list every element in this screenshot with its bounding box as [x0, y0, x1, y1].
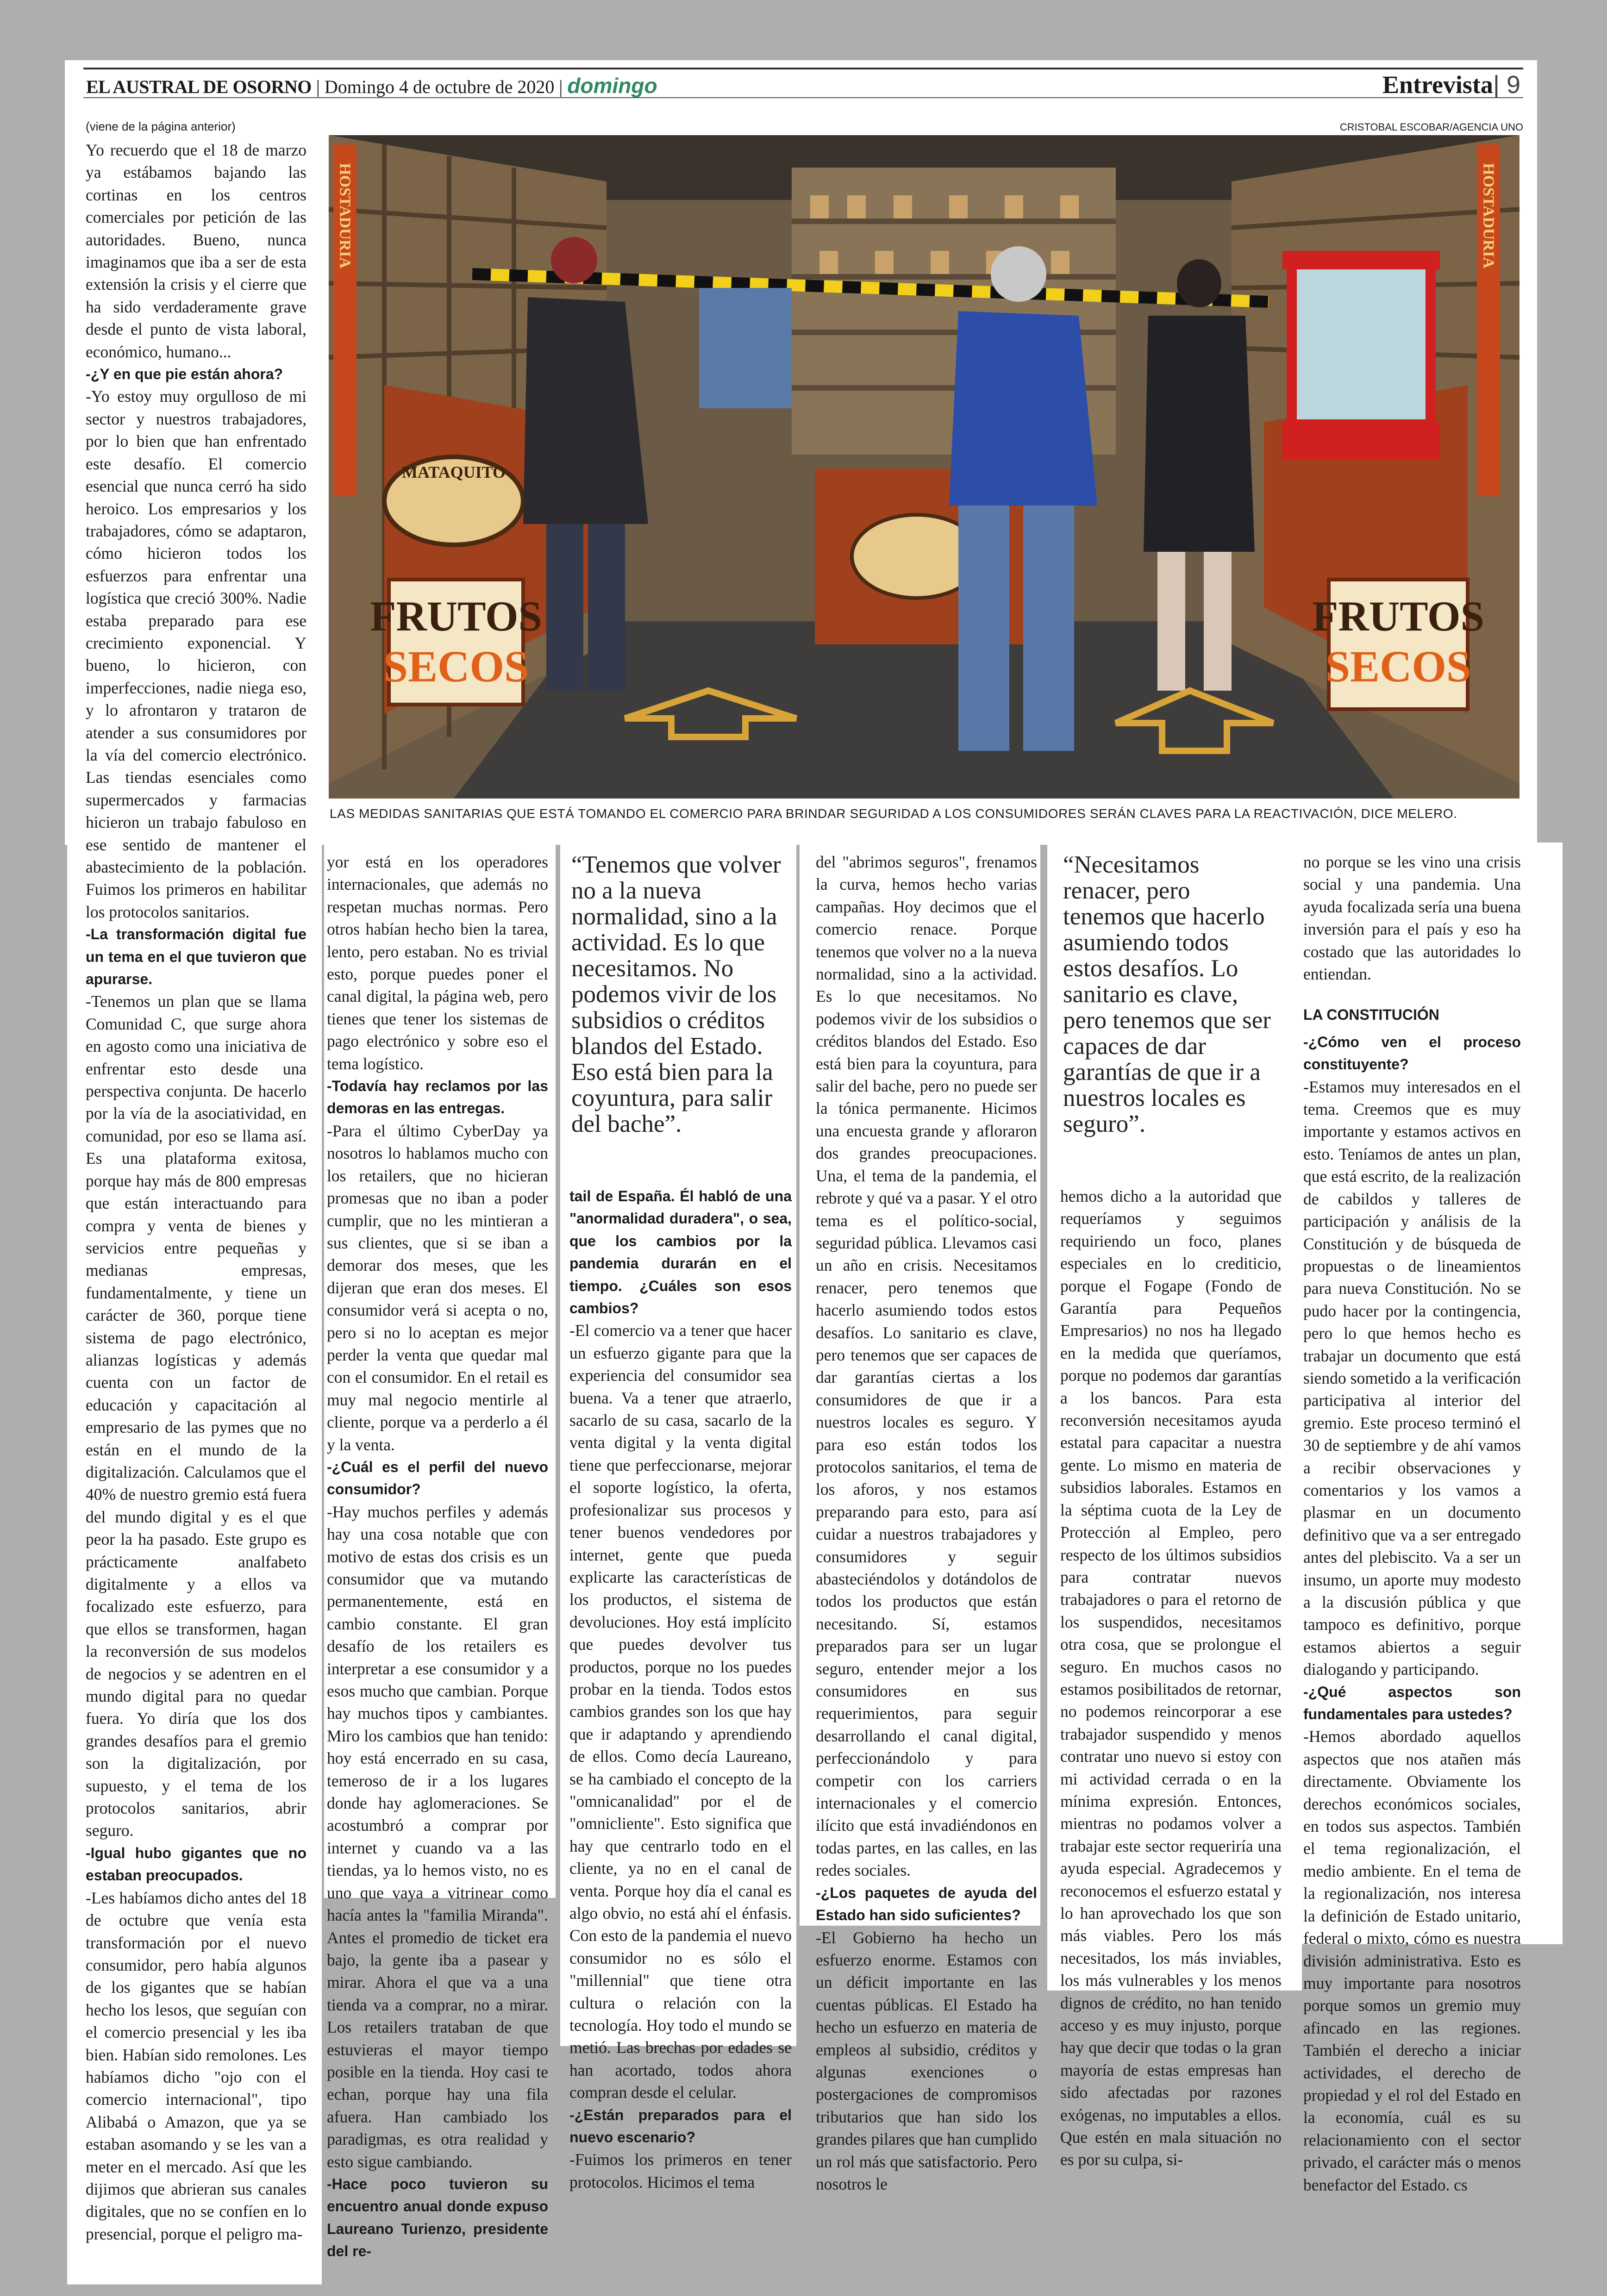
photo-caption: LAS MEDIDAS SANITARIAS QUE ESTÁ TOMANDO EL COMERCIO PARA BRINDAR SEGURIDAD A LOS CONSUMIDORES SERÁN CLAVES PARA LA REACTIVACIÓN, DICE MELERO. [330, 806, 1457, 821]
interview-question: -¿Los paquetes de ayuda del Estado han sido suficientes? [816, 1884, 1037, 1924]
article-column-1 [86, 119, 306, 2285]
page-number: | 9 [1493, 71, 1520, 99]
interview-question: -¿Están preparados para el nuevo escenario? [569, 2106, 792, 2146]
page-section: Entrevista [1382, 71, 1493, 99]
interview-question: -La transformación digital fue un tema en el que tuvieron que apurarse. [86, 926, 306, 988]
sign-secos-right: SECOS [1325, 642, 1471, 691]
vertical-sign-right: HOSTADURIA [1480, 163, 1497, 268]
section-name: domingo [567, 74, 657, 98]
paragraph: -Fuimos los primeros en tener protocolos. Hicimos el tema [569, 2150, 792, 2191]
paragraph: -Les habíamos dicho antes del 18 de octubre que venía esta transformación por el nuevo consumidor, pero había algunos de los gigantes que se habían hecho los lesos, que seguían con el comercio presencial y les iba bien. Habían sido remolones. Les habíamos dicho "ojo con el comercio internacional", tipo Alibabá o Amazon, que ya se estaban asomando y se les van a meter en el mercado. Así que les dijimos que abrieran sus canales digitales, que no se confíen en lo presencial, porque el peligro ma- [86, 1888, 306, 2243]
pull-quote-1: “Tenemos que volver no a la nueva normalidad, sino a la actividad. Es lo que necesitamos. No podemos vivir de los subsidios o créditos blandos del Estado. Eso está bien para la coyuntura, para salir del bache”. [571, 851, 781, 1137]
publication-name: EL AUSTRAL DE OSORNO [86, 76, 312, 97]
sign-mataquito: MATAQUITO [401, 463, 506, 481]
paragraph: -Estamos muy interesados en el tema. Creemos que es muy importante y estamos activos en esto. Teníamos de antes un plan, que está escrito, de la realización de cabildos y talleres de participación y análisis de la Constitución y de búsqueda de propuestas o de lineamientos para nueva Constitución. No se pudo hacer por la contingencia, pero lo que hemos hecho es trabajar un documento que está siendo sometido a la verificación participativa al interior del gremio. Este proceso terminó el 30 de septiembre y de ahí vamos a recibir observaciones y comentarios y los vamos a plasmar en un documento definitivo que va a ser entregado antes del plebiscito. Va a ser un insumo, un aporte muy modesto a la discusión pública y que tampoco es definitivo, porque estamos abiertos a seguir dialogando y participando. [1303, 1077, 1521, 1679]
paragraph: -Para el último CyberDay ya nosotros lo hablamos mucho con los retailers, que no hicieran promesas que no iban a poder cumplir, que no les mintieran a sus clientes, que si se iban a demorar dos meses, que les dijeran que eran dos meses. El consumidor verá si acepta o no, pero si no lo aceptan es mejor perder la venta que quedar mal con el consumidor. En el retail es muy mal negocio mentirle al cliente, porque va a perderlo a él y la venta. [327, 1121, 548, 1454]
continued-note: (viene de la página anterior) [86, 119, 236, 133]
paragraph: -Tenemos un plan que se llama Comunidad C, que surge ahora en agosto como una iniciativa de enfrentar esto desde una perspectiva conjunta. De hacerlo por la vía de la asociatividad, en comunidad, por eso se llama así. Es una plataforma exitosa, porque hay más de 800 empresas que están interactuando para compra y venta de bienes y servicios entre pequeñas y medianas empresas, fundamentalmente, y tiene un carácter de 360, porque tiene sistema de pago electrónico, alianzas logísticas y además cuenta con un factor de educación y capacitación al empresario de las pymes que no están en el mundo de la digitalización. Calculamos que el 40% de nuestro gremio está fuera del mundo digital y es el que peor la ha pasado. Este grupo es prácticamente analfabeto digitalmente y a ellos va focalizado este esfuerzo, para que ellos se transformen, hagan la reconversión de sus modelos de negocios y se adentren en el mundo digital para no quedar fuera. Yo diría que los dos grandes desafíos para el gremio son la digitalización, por supuesto, y el tema de los protocolos sanitarios, abrir seguro. [86, 992, 306, 1840]
article-column-6 [1303, 851, 1521, 2194]
paragraph: -Yo estoy muy orgulloso de mi sector y nuestros trabajadores, por lo bien que han enfrentado este desafío. El comercio esencial que nunca cerró ha sido heroico. Los empresarios y los trabajadores, cómo se adaptaron, cómo hicieron todos los esfuerzos para enfrentar una logística que creció 300%. Nadie estaba preparado para ese crecimiento exponencial. Y bueno, lo hicieron, con imperfecciones, nadie niega eso, y lo afrontaron y trataron de atender a sus consumidores por la vía del comercio electrónico. Las tiendas esenciales como supermercados y farmacias hicieron un trabajo fabuloso en ese sentido de mantener el abastecimiento de la población. Fuimos los primeros en habilitar los protocolos sanitarios. [86, 387, 306, 921]
paragraph: no porque se les vino una crisis social y una pandemia. Una ayuda focalizada sería una buena inversión para el país y eso ha costado que las autoridades lo entiendan. [1303, 853, 1521, 984]
paragraph: -El Gobierno ha hecho un esfuerzo enorme. Estamos con un déficit importante en las cuentas públicas. El Estado ha hecho un esfuerzo en materia de empleos al subsidio, créditos y algunas exenciones o postergaciones de compromisos tributarios que han sido los grandes pilares que han cumplido un rol más que satisfactorio. Pero nosotros le [816, 1928, 1037, 2193]
article-column-4 [816, 851, 1037, 2193]
sign-secos-left: SECOS [383, 642, 529, 691]
sign-frutos-right: FRUTOS [1312, 593, 1484, 640]
paragraph: Yo recuerdo que el 18 de marzo ya estábamos bajando las cortinas en los centros comerciales por petición de las autoridades. Bueno, nunca imaginamos que iba a ser de esta extensión la crisis y el cierre que ha sido verdaderamente grave desde el punto de vista laboral, económico, humano... [86, 141, 306, 361]
header-left [86, 73, 657, 98]
paragraph: -El comercio va a tener que hacer un esfuerzo gigante para que la experiencia del consumidor sea buena. Va a tener que atraerlo, sacarlo de su casa, sacarlo de la venta digital y la venta digital tiene que perfeccionarse, mejorar el soporte logístico, la oferta, profesionalizar sus procesos y tener buenos vendedores por internet, gente que pueda explicarte las características de los productos, el sistema de devoluciones. Hoy está implícito que puedes devolver tus productos, porque no los puedes probar en la tienda. Todos estos cambios grandes son los que hay que ir adaptando y aprendiendo de ellos. Como decía Laureano, se ha cambiado el concepto de la "omnicanalidad" por el de "omnicliente". Esto significa que hay que centrarlo todo en el cliente, ya no en el canal de venta. Porque hoy día el canal es algo obvio, no está ahí el énfasis. Con esto de la pandemia el nuevo consumidor no es sólo el "millennial" que tiene otra cultura o relación con la tecnología. Hoy todo el mundo se metió. Las brechas por edades se han acortado, todos ahora compran desde el celular. [569, 1321, 792, 2102]
vertical-sign-left: HOSTADURIA [336, 163, 354, 268]
paragraph: hemos dicho a la autoridad que requeríamos y seguimos requiriendo un foco, planes especiales en lo crediticio, porque el Fogape (Fondo de Garantía para Pequeños Empresarios) no nos ha llegado en la medida que queríamos, porque no podemos dar garantías a los bancos. Para esta reconversión necesitamos ayuda estatal para capacitar a nuestra gente. Lo mismo en materia de subsidios laborales. Estamos en la séptima cuota de la Ley de Protección al Empleo, pero respecto de los últimos subsidios para contratar nuevos trabajadores o para el retorno de los suspendidos, necesitamos otra cosa, que se prolongue el seguro. En muchos casos no estamos posibilitados de retornar, no podemos reincorporar a ese trabajador suspendido y menos contratar uno nuevo si estoy con mi actividad cerrada o en la mínima expresión. Entonces, mientras no podamos volver a trabajar este sector requeriría una ayuda especial. Agradecemos y reconocemos el esfuerzo estatal y lo han aprovechado los que son más viables. Pero los más necesitados, los más inviables, los más vulnerables y los menos dignos de crédito, no han tenido acceso y es muy injusto, porque hay que decir que todas o la gran mayoría de estas empresas han sido afectadas por razones exógenas, no imputables a ellos. Que estén en mala situación no es por su culpa, si- [1060, 1187, 1282, 2169]
article-column-3 [569, 1185, 792, 2191]
article-column-2 [327, 851, 548, 2260]
paragraph: del "abrimos seguros", frenamos la curva, hemos hecho varias campañas. Hoy decimos que el comercio renace. Porque tenemos que volver no a la nueva normalidad, sino a la actividad. Es lo que necesitamos. No podemos vivir de los subsidios o créditos blandos del Estado. Eso está bien para la coyuntura, para salir del bache, pero no puede ser la tónica permanente. Hicimos una encuesta grande y afloraron dos grandes preocupaciones. Una, el tema de la pandemia, el rebrote y qué va a pasar. Y el otro tema es el político-social, seguridad pública. Llevamos casi un año en crisis. Necesitamos renacer, pero tenemos que hacerlo asumiendo todos estos desafíos. Lo sanitario es clave, pero tenemos que ser capaces de dar garantías ciertas a los consumidores de que ir a nuestros locales es seguro. Y para eso están todos los protocolos sanitarios, el tema de los aforos, y nos estamos preparando para esto, para así cuidar a nuestros trabajadores y consumidores y seguir abasteciéndolos y dotándolos de todos los productos que están necesitando. Sí, estamos preparados para ser un lugar seguro, entender mejor a los consumidores en sus requerimientos, para seguir desarrollando el canal digital, perfeccionándolo y para competir con los carriers internacionales y el comercio ilícito que está invadiéndonos en todas partes, en las calles, en las redes sociales. [816, 853, 1037, 1880]
paragraph: -Hay muchos perfiles y además hay una cosa notable que con motivo de estas dos crisis es un consumidor que va mutando permanentemente, está en cambio constante. El gran desafío de los retailers es interpretar a ese consumidor y a esos mucho que cambian. Porque hay muchos tipos y cambiantes. Miro los cambios que han tenido: hoy está encerrado en su casa, temeroso de ir a los lugares donde hay aglomeraciones. Se acostumbró a comprar por internet y cuando va a las tiendas, ya lo hemos visto, no es uno que vaya a vitrinear como hacía antes la "familia Miranda". Antes el promedio de ticket era bajo, la gente iba a pasear y mirar. Ahora el que va a una tienda va a comprar, no a mirar. Los retailers trataban de que estuvieras el mayor tiempo posible en la tienda. Hoy casi te echan, porque hay una fila afuera. Han cambiado los paradigmas, es otra realidad y esto sigue cambiando. [327, 1502, 548, 2171]
interview-question: -¿Qué aspectos son fundamentales para ustedes? [1303, 1683, 1521, 1723]
photo-credit: CRISTOBAL ESCOBAR/AGENCIA UNO [1339, 121, 1523, 133]
paragraph: yor está en los operadores internacionales, que además no respetan muchas normas. Pero otros habían hecho bien la tarea, lento, pero estaban. No es trivial esto, porque puedes poner el canal digital, la página web, pero tienes que tener los sistemas de pago electrónico y sobre eso el tema logístico. [327, 853, 548, 1073]
interview-question: -Igual hubo gigantes que no estaban preocupados. [86, 1844, 306, 1884]
pull-quote-2: “Necesitamos renacer, pero tenemos que hacerlo asumiendo todos estos desafíos. Lo sanitario es clave, pero tenemos que ser capaces de dar garantías de que ir a nuestros locales es seguro”. [1063, 851, 1271, 1137]
page-header [83, 68, 1523, 98]
section-heading: LA CONSTITUCIÓN [1303, 1006, 1439, 1023]
store-photo [329, 135, 1519, 799]
issue-date: | Domingo 4 de octubre de 2020 | [316, 76, 563, 97]
store-photo-image [329, 135, 1519, 799]
interview-question: -¿Y en que pie están ahora? [86, 366, 283, 383]
interview-question: -Hace poco tuvieron su encuentro anual donde expuso Laureano Turienzo, presidente del re- [327, 2175, 548, 2260]
header-right [1382, 70, 1520, 99]
paragraph: -Hemos abordado aquellos aspectos que nos atañen más directamente. Obviamente los derechos económicos sociales, en todos sus aspectos. También el tema regionalización, el medio ambiente. En el tema de la regionalización, nos interesa la definición de Estado unitario, federal o mixto, cómo es nuestra división administrativa. Esto es muy importante para nosotros porque somos un gremio muy afincado en las regiones. También el derecho a iniciar actividades, el derecho de propiedad y el rol del Estado en la economía, cuál es su relacionamiento con el sector privado, el carácter más o menos benefactor del Estado. cs [1303, 1727, 1521, 2194]
article-column-5 [1060, 1185, 1282, 2169]
interview-question: tail de España. Él habló de una "anormalidad duradera", o sea, que los cambios por la pandemia durarán en el tiempo. ¿Cuáles son esos cambios? [569, 1188, 792, 1317]
interview-question: -¿Cuál es el perfil del nuevo consumidor? [327, 1458, 548, 1498]
interview-question: -Todavía hay reclamos por las demoras en las entregas. [327, 1078, 548, 1117]
interview-question: -¿Cómo ven el proceso constituyente? [1303, 1033, 1521, 1073]
sign-frutos-left: FRUTOS [370, 593, 542, 640]
